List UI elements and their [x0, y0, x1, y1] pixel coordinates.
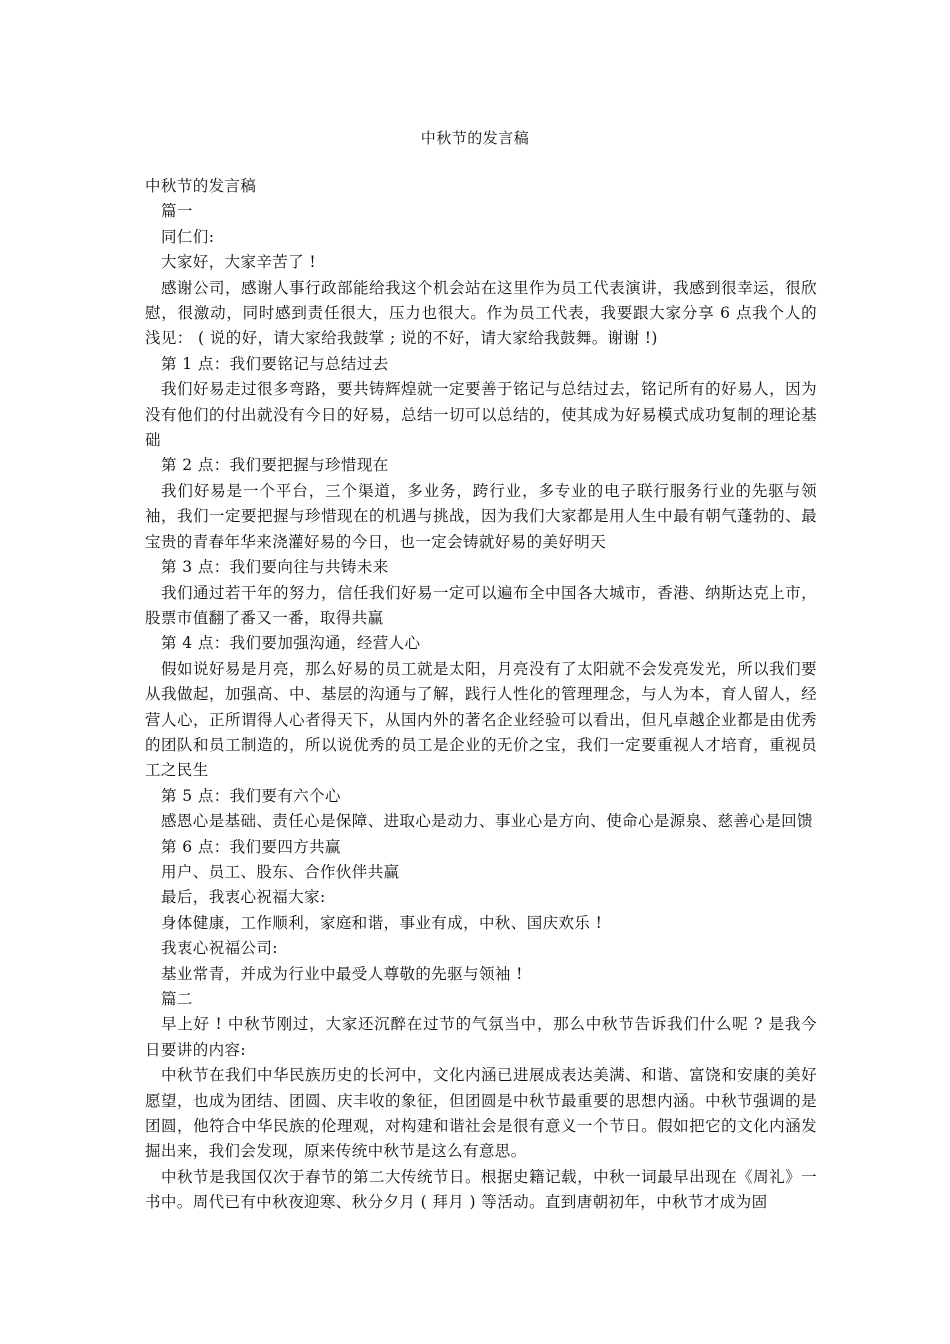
paragraph: 我衷心祝福公司: [161, 939, 278, 958]
paragraph: 第 1 点：我们要铭记与总结过去 [161, 354, 389, 373]
paragraph: 我们好易是一个平台，三个渠道，多业务，跨行业，多专业的电子联行服务行业的先驱与领袖，我们一定要把握与珍惜现在的机遇与挑战，因为我们大家都是用人生中最有朝气蓬勃的、最宝贵的青春年华来浇灌好易的今日，也一定会铸就好易的美好明天 [145, 481, 817, 551]
paragraph: 基业常青，并成为行业中最受人尊敬的先驱与领袖 ! [161, 964, 523, 983]
paragraph: 感谢公司，感谢人事行政部能给我这个机会站在这里作为员工代表演讲，我感到很幸运，很欣慰，很激动，同时感到责任很大，压力也很大。作为员工代表，我要跟大家分享 6 点我个人的浅见： ( 说的好，请大家给我鼓掌 ; 说的不好，请大家给我鼓舞。谢谢 !) [145, 278, 817, 348]
document-body [145, 174, 817, 1216]
paragraph: 同仁们: [161, 227, 215, 246]
paragraph: 中秋节在我们中华民族历史的长河中，文化内涵已进展成表达美满、和谐、富饶和安康的美好愿望，也成为团结、团圆、庆丰收的象征，但团圆是中秋节最重要的思想内涵。中秋节强调的是团圆，他符合中华民族的伦理观，对构建和谐社会是很有意义一个节日。假如把它的文化内涵发掘出来，我们会发现，原来传统中秋节是这么有意思。 [145, 1066, 817, 1161]
paragraph: 中秋节是我国仅次于春节的第二大传统节日。根据史籍记载，中秋一词最早出现在《周礼》一书中。周代已有中秋夜迎寒、秋分夕月 ( 拜月 ) 等活动。直到唐朝初年，中秋节才成为固 [145, 1167, 817, 1212]
paragraph: 中秋节的发言稿 [145, 177, 257, 195]
paragraph: 假如说好易是月亮，那么好易的员工就是太阳，月亮没有了太阳就不会发亮发光，所以我们要从我做起，加强高、中、基层的沟通与了解，践行人性化的管理理念，与人为本，育人留人，经营人心，正所谓得人心者得天下，从国内外的著名企业经验可以看出，但凡卓越企业都是由优秀的团队和员工制造的，所以说优秀的员工是企业的无价之宝，我们一定要重视人才培育，重视员工之民生 [145, 659, 817, 780]
paragraph: 第 6 点：我们要四方共赢 [161, 837, 341, 856]
paragraph: 第 4 点：我们要加强沟通，经营人心 [161, 634, 421, 653]
paragraph: 第 2 点：我们要把握与珍惜现在 [161, 456, 389, 475]
paragraph: 我们通过若干年的努力，信任我们好易一定可以遍布全中国各大城市，香港、纳斯达克上市，股票市值翻了番又一番，取得共赢 [145, 583, 817, 627]
paragraph: 感恩心是基础、责任心是保障、进取心是动力、事业心是方向、使命心是源泉、慈善心是回馈 [161, 812, 813, 831]
paragraph: 第 5 点：我们要有六个心 [161, 786, 341, 805]
paragraph: 第 3 点：我们要向往与共铸未来 [161, 558, 389, 577]
paragraph: 早上好 ! 中秋节刚过，大家还沉醉在过节的气氛当中，那么中秋节告诉我们什么呢 ? 是我今日要讲的内容: [145, 1015, 817, 1059]
paragraph: 身体健康，工作顺利，家庭和谐，事业有成，中秋、国庆欢乐 ! [161, 913, 603, 932]
document-title: 中秋节的发言稿 [420, 129, 530, 147]
paragraph: 大家好，大家辛苦了 ! [161, 253, 317, 272]
paragraph: 我们好易走过很多弯路，要共铸辉煌就一定要善于铭记与总结过去，铭记所有的好易人，因为没有他们的付出就没有今日的好易，总结一切可以总结的，使其成为好易模式成功复制的理论基础 [145, 380, 817, 450]
paragraph: 篇二 [161, 990, 193, 1008]
paragraph: 篇一 [161, 202, 193, 221]
paragraph: 用户、员工、股东、合作伙伴共赢 [161, 862, 400, 881]
paragraph: 最后，我衷心祝福大家: [161, 888, 326, 907]
